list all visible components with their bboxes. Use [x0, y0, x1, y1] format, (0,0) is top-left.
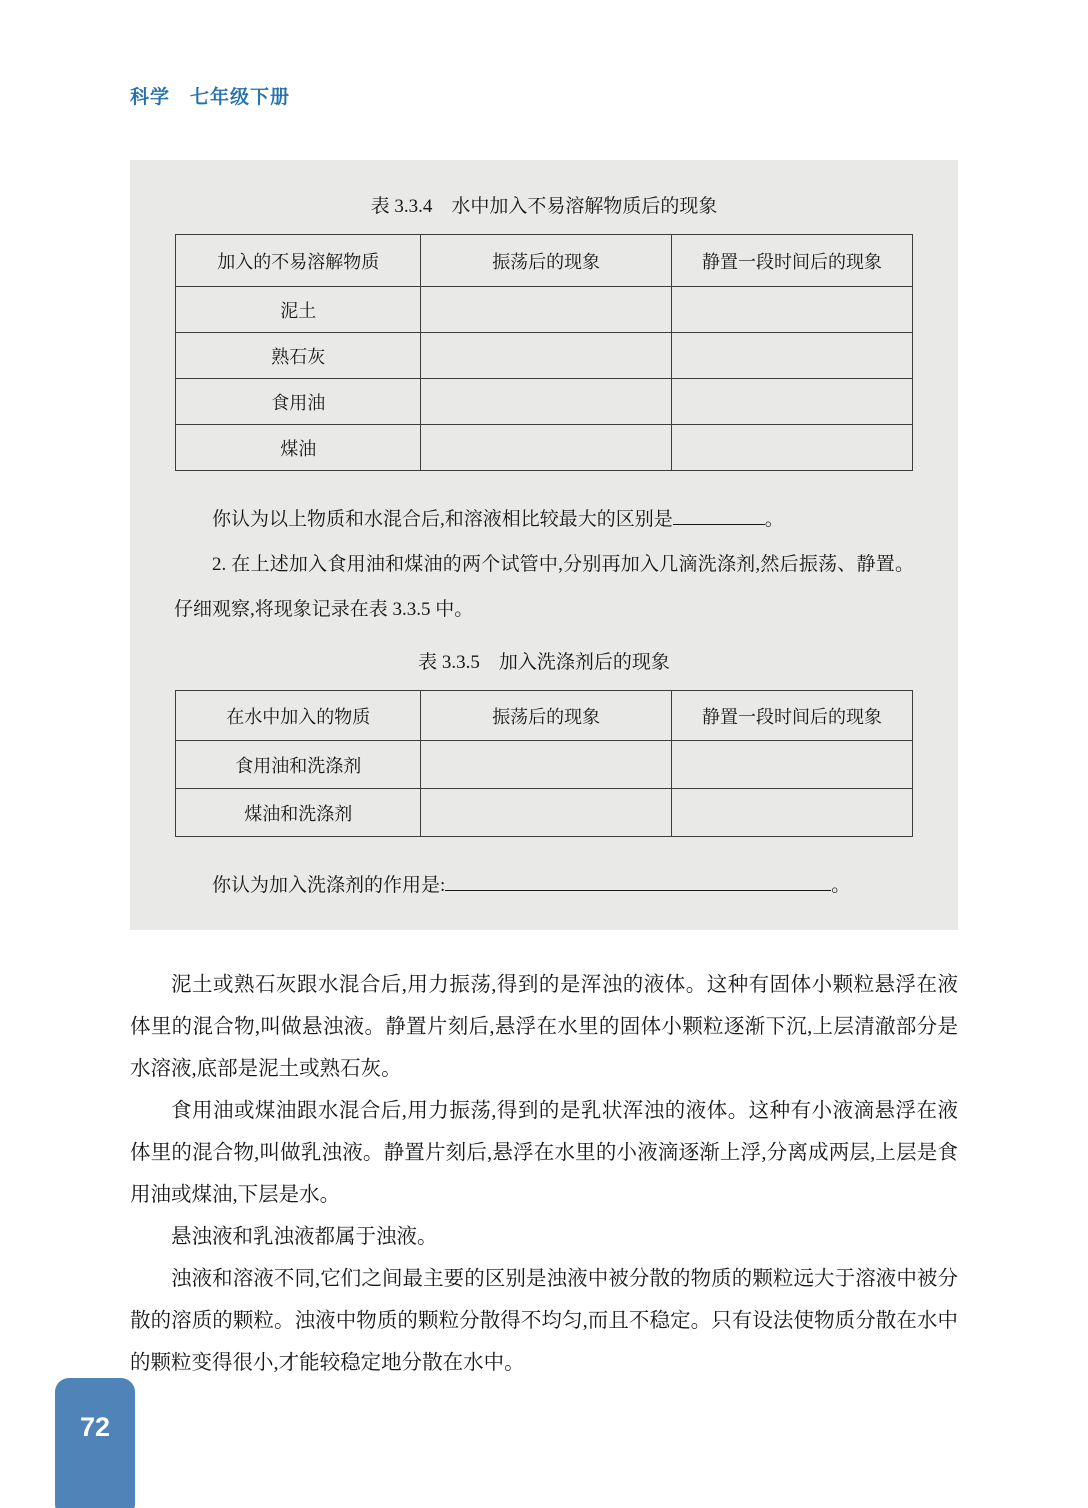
question-2 — [174, 863, 914, 908]
empty-cell — [671, 425, 912, 471]
paragraph: 浊液和溶液不同,它们之间最主要的区别是浊液中被分散的物质的颗粒远大于溶液中被分散的溶质的颗粒。浊液中物质的颗粒分散得不均匀,而且不稳定。只有设法使物质分散在水中的颗粒变得很小,才能较稳定地分散在水中。 — [130, 1268, 958, 1374]
table-row — [176, 741, 913, 789]
table-header-row — [176, 691, 913, 741]
substance-cell: 食用油和洗涤剂 — [176, 741, 421, 789]
empty-cell — [421, 789, 672, 837]
table-row — [176, 287, 913, 333]
empty-cell — [421, 287, 672, 333]
question-2-period: 。 — [831, 875, 851, 896]
page-number-badge — [55, 1378, 135, 1508]
table-3-3-5-caption: 表 3.3.5 加入洗涤剂后的现象 — [418, 652, 670, 673]
table-3-3-5 — [175, 690, 913, 837]
table-row — [176, 789, 913, 837]
activity-box — [130, 160, 958, 930]
column-header: 加入的不易溶解物质 — [176, 235, 421, 287]
column-header: 振荡后的现象 — [421, 691, 672, 741]
empty-cell — [671, 333, 912, 379]
column-header: 静置一段时间后的现象 — [671, 691, 912, 741]
substance-cell: 泥土 — [176, 287, 421, 333]
table-row — [176, 379, 913, 425]
empty-cell — [671, 789, 912, 837]
step-2-instruction: 2. 在上述加入食用油和煤油的两个试管中,分别再加入几滴洗涤剂,然后振荡、静置。仔细观察,将现象记录在表 3.3.5 中。 — [174, 554, 914, 620]
empty-cell — [421, 379, 672, 425]
question-2-text: 你认为加入洗涤剂的作用是: — [212, 875, 446, 896]
substance-cell: 熟石灰 — [176, 333, 421, 379]
column-header: 静置一段时间后的现象 — [671, 235, 912, 287]
table-row — [176, 425, 913, 471]
question-1-period: 。 — [764, 509, 784, 530]
substance-cell: 煤油和洗涤剂 — [176, 789, 421, 837]
question-1-text: 你认为以上物质和水混合后,和溶液相比较最大的区别是 — [212, 509, 673, 530]
empty-cell — [421, 333, 672, 379]
empty-cell — [421, 741, 672, 789]
column-header: 振荡后的现象 — [421, 235, 672, 287]
book-header: 科学 七年级下册 — [130, 87, 291, 108]
substance-cell: 煤油 — [176, 425, 421, 471]
empty-cell — [671, 379, 912, 425]
substance-cell: 食用油 — [176, 379, 421, 425]
question-1 — [174, 497, 914, 542]
empty-cell — [421, 425, 672, 471]
body-text — [130, 964, 958, 1384]
paragraph: 泥土或熟石灰跟水混合后,用力振荡,得到的是浑浊的液体。这种有固体小颗粒悬浮在液体里的混合物,叫做悬浊液。静置片刻后,悬浮在水里的固体小颗粒逐渐下沉,上层清澈部分是水溶液,底部是泥土或熟石灰。 — [130, 974, 958, 1080]
table-3-3-4 — [175, 234, 913, 471]
table-row — [176, 333, 913, 379]
page-number: 72 — [79, 1412, 111, 1442]
paragraph: 食用油或煤油跟水混合后,用力振荡,得到的是乳状浑浊的液体。这种有小液滴悬浮在液体里的混合物,叫做乳浊液。静置片刻后,悬浮在水里的小液滴逐渐上浮,分离成两层,上层是食用油或煤油,下层是水。 — [130, 1100, 958, 1206]
empty-cell — [671, 287, 912, 333]
table-3-3-4-caption: 表 3.3.4 水中加入不易溶解物质后的现象 — [370, 196, 718, 217]
empty-cell — [671, 741, 912, 789]
paragraph: 悬浊液和乳浊液都属于浊液。 — [171, 1226, 438, 1248]
answer-blank — [445, 871, 831, 891]
answer-blank — [673, 505, 765, 525]
table-header-row — [176, 235, 913, 287]
column-header: 在水中加入的物质 — [176, 691, 421, 741]
